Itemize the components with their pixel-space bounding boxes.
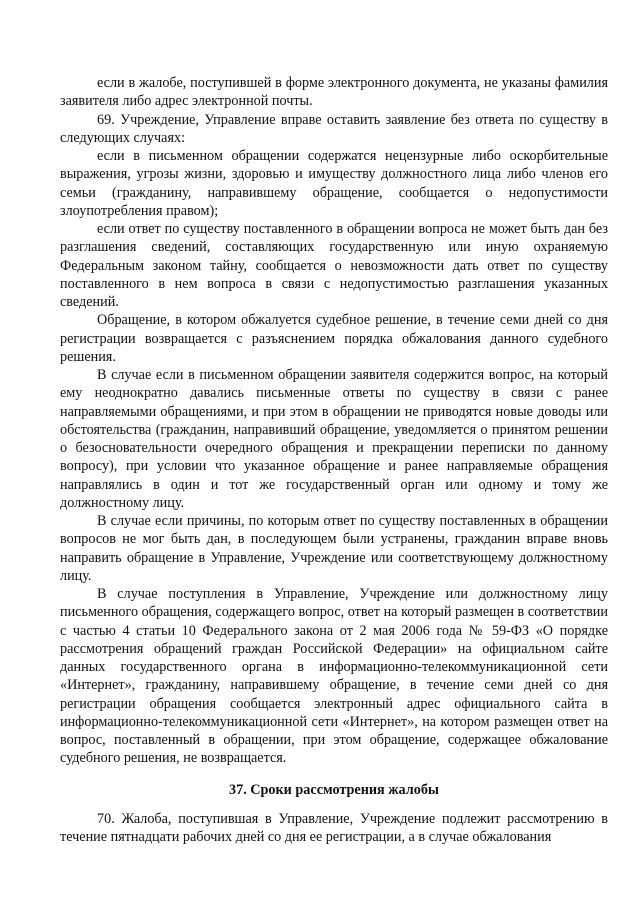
paragraph-email-missing: если в жалобе, поступившей в форме электронного документа, не указаны фамилия заявителя либо адрес электронной почты.	[60, 75, 608, 110]
paragraph-obscene-language: если в письменном обращении содержатся нецензурные либо оскорбительные выражения, угрозы жизни, здоровью и имуществу должностного лица либо членов его семьи (гражданину, направившему обращение, сообщается о недопустимости злоупотребления правом);	[60, 148, 608, 219]
paragraph-repeated-appeal: В случае если в письменном обращении заявителя содержится вопрос, на который ему неоднократно давались письменные ответы по существу в связи с ранее направляемыми обращениями, и при этом в обращении не приводятся новые доводы или обстоятельства (гражданин, направивший обращение, уведомляется о принятом решении о безосновательности очередного обращения и прекращении переписки по данному вопросу), при условии что указанное обращение и ранее направляемые обращения направлялись в один и тот же государственный орган или одному и тому же должностному лицу.	[60, 367, 608, 511]
document-page	[60, 74, 608, 846]
section-heading: 37. Сроки рассмотрения жалобы	[229, 781, 439, 798]
paragraph-state-secret: если ответ по существу поставленного в обращении вопроса не может быть дан без разглашения сведений, составляющих государственную или иную охраняемую Федеральным законом тайну, сообщается о невозможности дать ответ по существу поставленного в нем вопроса в связи с недопустимостью разглашения указанных сведений.	[60, 221, 608, 310]
paragraph-70: 70. Жалоба, поступившая в Управление, Учреждение подлежит рассмотрению в течение пятнадцати рабочих дней со дня ее регистрации, а в случае обжалования	[60, 810, 608, 845]
paragraph-69: 69. Учреждение, Управление вправе оставить заявление без ответа по существу в следующих случаях:	[60, 111, 608, 146]
paragraph-court-decision: Обращение, в котором обжалуется судебное решение, в течение семи дней со дня регистрации возвращается с разъяснением порядка обжалования данного судебного решения.	[60, 312, 608, 365]
paragraph-reasons-removed: В случае если причины, по которым ответ по существу поставленных в обращении вопросов не мог быть дан, в последующем были устранены, гражданин вправе вновь направить обращение в Управление, Учреждение или соответствующему должностному лицу.	[60, 513, 608, 584]
paragraph-internet-answer: В случае поступления в Управление, Учреждение или должностному лицу письменного обращения, содержащего вопрос, ответ на который размещен в соответствии с частью 4 статьи 10 Федерального закона от 2 мая 2006 года № 59-ФЗ «О порядке рассмотрения обращений граждан Российской Федерации» на официальном сайте данных государственного органа в информационно-телекоммуникационной сети «Интернет», гражданину, направившему обращение, в течение семи дней со дня регистрации обращения сообщается электронный адрес официального сайта в информационно-телекоммуникационной сети «Интернет», на котором размещен ответ на вопрос, поставленный в обращении, при этом обращение, содержащее обжалование судебного решения, не возвращается.	[60, 586, 608, 767]
